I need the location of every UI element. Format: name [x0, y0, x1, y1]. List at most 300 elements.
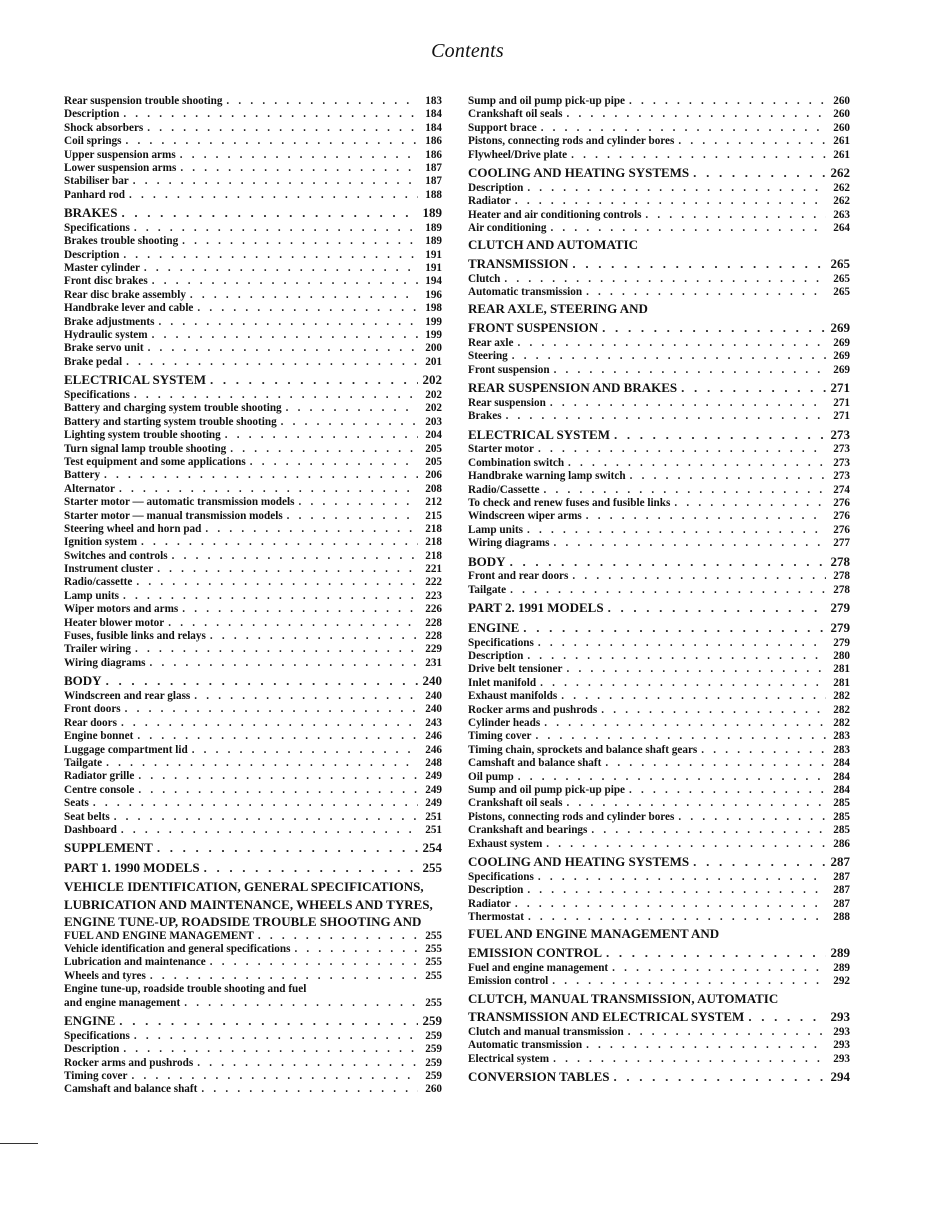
toc-page-number: 183: [425, 94, 442, 107]
toc-entry: [64, 1070, 442, 1083]
toc-entry-label: Air conditioning: [468, 221, 547, 234]
toc-section-heading: [64, 914, 442, 930]
toc-entry-label: Lamp units: [468, 523, 524, 536]
dot-leader: [630, 470, 826, 483]
toc-entry-label: Rear suspension: [468, 396, 546, 409]
toc-page-number: 240: [425, 703, 442, 716]
toc-page-number: 285: [833, 797, 850, 810]
toc-page-number: 276: [833, 510, 850, 523]
toc-page-number: 286: [833, 837, 850, 850]
toc-entry-label: Brakes: [468, 410, 502, 423]
dot-leader: [182, 235, 418, 248]
toc-entry-label: Engine bonnet: [64, 730, 134, 743]
dot-leader: [515, 898, 826, 911]
toc-page-number: 288: [833, 910, 850, 923]
dot-leader: [554, 364, 826, 377]
toc-page-number: 276: [833, 523, 850, 536]
page-title: Contents: [431, 40, 504, 62]
toc-entry-label: Specifications: [64, 389, 130, 401]
toc-entry: [64, 356, 442, 369]
toc-entry: [468, 443, 850, 456]
toc-entry: [468, 690, 850, 703]
dot-leader: [258, 930, 418, 943]
toc-entry-label: Radio/cassette: [64, 576, 133, 589]
toc-entry-label: Brake pedal: [64, 355, 123, 368]
toc-entry: [64, 443, 442, 456]
toc-entry: [64, 289, 442, 302]
toc-entry-label: FUEL AND ENGINE MANAGEMENT AND: [468, 926, 720, 942]
toc-page-number: 281: [833, 676, 850, 689]
dot-leader: [172, 550, 418, 563]
toc-entry: [468, 975, 850, 988]
dot-leader: [197, 302, 418, 315]
dot-leader: [540, 677, 826, 690]
dot-leader: [591, 824, 826, 837]
dot-leader: [180, 149, 418, 162]
dot-leader: [586, 286, 826, 299]
dot-leader: [157, 563, 418, 576]
toc-entry-label: BODY: [64, 673, 102, 689]
toc-entry-label: Steering wheel and horn pad: [64, 522, 202, 535]
toc-entry: [64, 389, 442, 402]
dot-leader: [544, 717, 826, 730]
toc-entry-label: Wheels and tyres: [64, 969, 146, 982]
toc-entry-label: Panhard rod: [64, 188, 126, 201]
dot-leader: [701, 744, 826, 757]
toc-section-heading: [468, 319, 850, 337]
dot-leader: [114, 811, 418, 824]
dot-leader: [602, 319, 826, 337]
toc-page-number: 287: [830, 853, 850, 869]
dot-leader: [201, 1083, 418, 1096]
dot-leader: [106, 757, 418, 770]
toc-entry: [64, 983, 442, 996]
toc-entry-label: Description: [468, 650, 524, 663]
toc-page-number: 255: [422, 860, 442, 876]
toc-entry-label: Heater and air conditioning controls: [468, 208, 642, 221]
toc-entry: [468, 337, 850, 350]
toc-entry: [468, 884, 850, 897]
dot-leader: [554, 537, 826, 550]
toc-entry: [64, 222, 442, 235]
dot-leader: [250, 456, 418, 469]
dot-leader: [645, 209, 826, 222]
toc-entry-label: CLUTCH, MANUAL TRANSMISSION, AUTOMATIC: [468, 990, 779, 1006]
toc-page-number: 265: [833, 272, 850, 285]
toc-entry-label: Flywheel/Drive plate: [468, 148, 568, 161]
toc-entry: [468, 650, 850, 663]
toc-entry-label: Heater blower motor: [64, 616, 165, 629]
dot-leader: [286, 402, 418, 415]
toc-entry: [468, 273, 850, 286]
dot-leader: [572, 255, 826, 273]
toc-section-heading: [64, 204, 442, 222]
toc-entry: [468, 182, 850, 195]
toc-entry-label: Lighting system trouble shooting: [64, 429, 221, 442]
toc-entry-label: Tailgate: [64, 756, 103, 769]
toc-entry-label: Description: [468, 181, 524, 194]
toc-entry: [468, 510, 850, 523]
toc-entry-label: Radiator grille: [64, 770, 135, 783]
toc-page-number: 289: [833, 961, 850, 974]
dot-leader: [184, 997, 418, 1010]
toc-page-number: 265: [830, 255, 850, 271]
dot-leader: [210, 956, 418, 969]
dot-leader: [606, 944, 826, 962]
toc-page-number: 218: [425, 549, 442, 562]
dot-leader: [141, 536, 418, 549]
toc-page-number: 188: [425, 188, 442, 201]
toc-entry: [468, 524, 850, 537]
toc-entry: [468, 771, 850, 784]
toc-entry: [468, 962, 850, 975]
toc-entry-label: Brake adjustments: [64, 315, 155, 328]
dot-leader: [541, 122, 826, 135]
toc-page-number: 269: [833, 363, 850, 376]
toc-page-number: 260: [833, 121, 850, 134]
dot-leader: [119, 1012, 418, 1030]
toc-entry: [64, 95, 442, 108]
toc-page-number: 203: [425, 415, 442, 428]
dot-leader: [134, 1030, 418, 1043]
toc-entry: [64, 784, 442, 797]
toc-page-number: 255: [425, 943, 442, 956]
toc-entry: [64, 797, 442, 810]
toc-entry-label: TRANSMISSION: [468, 255, 569, 271]
dot-leader: [121, 717, 418, 730]
toc-page-number: 228: [425, 630, 442, 643]
toc-right-column: [468, 95, 850, 1086]
toc-page-number: 202: [425, 402, 442, 415]
dot-leader: [553, 1053, 826, 1066]
toc-page-number: 215: [425, 509, 442, 522]
toc-page-number: 278: [833, 570, 850, 583]
dot-leader: [678, 135, 826, 148]
toc-entry-label: Rear suspension trouble shooting: [64, 94, 223, 107]
toc-page-number: 283: [833, 743, 850, 756]
toc-page-number: 261: [833, 148, 850, 161]
toc-entry-label: Camshaft and balance shaft: [64, 1083, 198, 1096]
divider: [0, 1143, 38, 1144]
dot-leader: [504, 273, 826, 286]
toc-entry: [468, 717, 850, 730]
toc-page-number: 204: [425, 429, 442, 442]
toc-entry-label: COOLING AND HEATING SYSTEMS: [468, 164, 690, 180]
toc-page-number: 263: [833, 208, 850, 221]
toc-page-number: 251: [425, 823, 442, 836]
toc-entry: [64, 997, 442, 1010]
toc-page-number: 276: [833, 496, 850, 509]
toc-entry: [64, 1083, 442, 1096]
toc-entry: [64, 316, 442, 329]
toc-entry: [64, 483, 442, 496]
dot-leader: [137, 730, 418, 743]
toc-page-number: 271: [833, 410, 850, 423]
toc-entry-label: Exhaust system: [468, 837, 543, 850]
toc-page-number: 218: [425, 522, 442, 535]
dot-leader: [287, 510, 418, 523]
dot-leader: [586, 510, 826, 523]
toc-entry: [468, 470, 850, 483]
dot-leader: [510, 584, 826, 597]
toc-page-number: 273: [833, 456, 850, 469]
dot-leader: [538, 637, 826, 650]
toc-entry-label: ENGINE TUNE-UP, ROADSIDE TROUBLE SHOOTING AND: [64, 914, 422, 930]
toc-entry: [64, 262, 442, 275]
dot-leader: [586, 1039, 826, 1052]
toc-page-number: 271: [830, 380, 850, 396]
toc-section-heading: [64, 879, 442, 895]
toc-page-number: 196: [425, 288, 442, 301]
dot-leader: [150, 970, 418, 983]
toc-page-number: 277: [833, 537, 850, 550]
toc-page-number: 186: [425, 148, 442, 161]
dot-leader: [230, 443, 418, 456]
dot-leader: [123, 108, 418, 121]
toc-entry: [64, 930, 442, 943]
dot-leader: [528, 911, 826, 924]
toc-page-number: 222: [425, 576, 442, 589]
toc-entry-label: Automatic transmission: [468, 286, 583, 299]
toc-page-number: 259: [425, 1056, 442, 1069]
dot-leader: [138, 784, 418, 797]
toc-entry-label: Timing cover: [468, 730, 532, 743]
dot-leader: [568, 457, 826, 470]
toc-page-number: 243: [425, 716, 442, 729]
toc-entry: [64, 342, 442, 355]
toc-page-number: 260: [425, 1083, 442, 1096]
toc-page-number: 212: [425, 496, 442, 509]
toc-entry: [468, 677, 850, 690]
toc-section-heading: [468, 991, 850, 1007]
toc-entry: [64, 590, 442, 603]
toc-page-number: 184: [425, 108, 442, 121]
toc-page-number: 187: [425, 161, 442, 174]
toc-entry-label: Camshaft and balance shaft: [468, 757, 602, 770]
toc-entry-label: Electrical system: [468, 1052, 550, 1065]
toc-entry: [468, 797, 850, 810]
toc-page-number: 260: [833, 108, 850, 121]
dot-leader: [134, 389, 418, 402]
toc-entry: [468, 664, 850, 677]
toc-entry: [468, 286, 850, 299]
dot-leader: [121, 824, 418, 837]
toc-page-number: 259: [422, 1013, 442, 1029]
dot-leader: [601, 704, 826, 717]
toc-entry: [468, 497, 850, 510]
toc-section-heading: [468, 926, 850, 942]
toc-entry: [64, 302, 442, 315]
toc-entry: [468, 757, 850, 770]
toc-page-number: 240: [425, 690, 442, 702]
toc-page-number: 246: [425, 743, 442, 756]
dot-leader: [628, 1026, 826, 1039]
toc-section-heading: [468, 164, 850, 182]
toc-page-number: 260: [833, 94, 850, 107]
dot-leader: [681, 379, 826, 397]
toc-entry-label: Test equipment and some applications: [64, 455, 246, 468]
dot-leader: [182, 603, 418, 616]
toc-page-number: 259: [425, 1029, 442, 1042]
toc-page-number: 246: [425, 730, 442, 743]
toc-entry-label: REAR SUSPENSION AND BRAKES: [468, 380, 678, 396]
toc-page-number: 287: [833, 870, 850, 883]
dot-leader: [194, 690, 418, 703]
dot-leader: [204, 859, 418, 877]
toc-page-number: 202: [422, 372, 442, 388]
toc-section-heading: [64, 897, 442, 913]
toc-entry-label: Cylinder heads: [468, 717, 541, 730]
dot-leader: [552, 975, 826, 988]
toc-entry-label: EMISSION CONTROL: [468, 944, 602, 960]
toc-entry-label: CLUTCH AND AUTOMATIC: [468, 237, 638, 253]
toc-entry-label: Specifications: [64, 221, 130, 234]
toc-entry: [64, 429, 442, 442]
toc-entry-label: Front and rear doors: [468, 570, 569, 583]
toc-entry-label: Seats: [64, 797, 89, 810]
toc-entry-label: Brake servo unit: [64, 342, 144, 355]
dot-leader: [129, 189, 418, 202]
toc-entry: [64, 1043, 442, 1056]
toc-page-number: 273: [833, 443, 850, 456]
toc-entry-label: Exhaust manifolds: [468, 690, 558, 703]
toc-section-heading: [468, 553, 850, 571]
toc-entry: [64, 603, 442, 616]
toc-page-number: 282: [833, 703, 850, 716]
toc-entry-label: Pistons, connecting rods and cylinder bores: [468, 810, 675, 823]
toc-entry-label: Rocker arms and pushrods: [468, 703, 598, 716]
toc-page-number: 261: [833, 135, 850, 148]
dot-leader: [133, 175, 418, 188]
toc-section-heading: [468, 255, 850, 273]
toc-entry: [468, 149, 850, 162]
toc-entry: [468, 744, 850, 757]
toc-page-number: 255: [425, 956, 442, 969]
toc-page-number: 184: [425, 121, 442, 134]
toc-entry-label: Centre console: [64, 783, 135, 796]
toc-page-number: 200: [425, 342, 442, 355]
toc-entry: [468, 222, 850, 235]
toc-entry-label: Seat belts: [64, 810, 110, 823]
toc-entry-label: Clutch and manual transmission: [468, 1025, 624, 1038]
toc-section-heading: [468, 853, 850, 871]
toc-entry-label: ELECTRICAL SYSTEM: [468, 426, 610, 442]
dot-leader: [123, 590, 418, 603]
toc-entry: [64, 149, 442, 162]
toc-entry-label: Rear disc brake assembly: [64, 288, 186, 301]
dot-leader: [550, 222, 826, 235]
toc-entry-label: LUBRICATION AND MAINTENANCE, WHEELS AND TYRES,: [64, 896, 433, 912]
toc-entry-label: Vehicle identification and general specifications: [64, 943, 291, 956]
toc-entry: [64, 550, 442, 563]
dot-leader: [605, 757, 826, 770]
toc-entry: [468, 838, 850, 851]
toc-page-number: 229: [425, 643, 442, 656]
toc-entry: [64, 730, 442, 743]
toc-entry: [468, 911, 850, 924]
dot-leader: [125, 703, 418, 716]
toc-page-number: 293: [833, 1052, 850, 1065]
toc-entry-label: Wiper motors and arms: [64, 603, 179, 616]
dot-leader: [536, 730, 827, 743]
toc-entry-label: Stabiliser bar: [64, 175, 129, 188]
toc-entry: [468, 135, 850, 148]
dot-leader: [147, 122, 418, 135]
dot-leader: [93, 797, 418, 810]
toc-section-heading: [64, 371, 442, 389]
toc-page-number: 191: [425, 262, 442, 275]
dot-leader: [134, 222, 418, 235]
dot-leader: [561, 690, 826, 703]
toc-page-number: 208: [425, 482, 442, 495]
dot-leader: [674, 497, 826, 510]
dot-leader: [126, 135, 418, 148]
toc-entry: [64, 717, 442, 730]
toc-entry-label: Support brace: [468, 121, 537, 134]
dot-leader: [123, 1043, 418, 1056]
dot-leader: [138, 770, 418, 783]
toc-entry: [64, 1030, 442, 1043]
toc-section-heading: [468, 379, 850, 397]
dot-leader: [550, 397, 826, 410]
toc-entry: [64, 275, 442, 288]
toc-page-number: 265: [833, 286, 850, 299]
dot-leader: [148, 342, 418, 355]
toc-section-heading: [468, 426, 850, 444]
dot-leader: [571, 149, 826, 162]
toc-entry-label: and engine management: [64, 996, 181, 1009]
dot-leader: [613, 1068, 826, 1086]
toc-entry-label: Inlet manifold: [468, 676, 537, 689]
toc-page-number: 205: [425, 442, 442, 455]
toc-page-number: 284: [833, 784, 850, 796]
toc-entry: [468, 195, 850, 208]
toc-entry-label: Combination switch: [468, 456, 565, 469]
dot-leader: [506, 410, 826, 423]
dot-leader: [197, 1057, 418, 1070]
toc-entry-label: Front disc brakes: [64, 275, 148, 288]
toc-page-number: 259: [425, 1069, 442, 1082]
toc-entry: [468, 570, 850, 583]
toc-entry: [468, 95, 850, 108]
toc-entry-label: Drive belt tensioner: [468, 663, 563, 676]
toc-entry-label: Radio/Cassette: [468, 483, 540, 496]
dot-leader: [104, 469, 418, 482]
toc-page-number: 259: [425, 1043, 442, 1056]
toc-entry-label: Emission control: [468, 975, 549, 988]
toc-section-heading: [64, 859, 442, 877]
dot-leader: [119, 483, 418, 496]
dot-leader: [158, 316, 418, 329]
toc-entry-label: PART 1. 1990 MODELS: [64, 860, 200, 876]
toc-page-number: 274: [833, 483, 850, 496]
dot-leader: [190, 289, 418, 302]
dot-leader: [126, 356, 418, 369]
toc-page-number: 273: [830, 426, 850, 442]
toc-section-heading: [468, 1068, 850, 1086]
toc-left-column: [64, 95, 442, 1097]
toc-page-number: 226: [425, 603, 442, 616]
toc-entry-label: Description: [64, 248, 120, 261]
toc-entry: [64, 744, 442, 757]
toc-entry-label: Timing chain, sprockets and balance shaft gears: [468, 743, 698, 756]
toc-page-number: 249: [425, 797, 442, 810]
toc-entry-label: Starter motor — manual transmission models: [64, 509, 283, 522]
toc-page-number: 240: [422, 673, 442, 689]
dot-leader: [566, 797, 826, 810]
toc-entry-label: Wiring diagrams: [64, 656, 146, 669]
toc-entry-label: Steering: [468, 350, 508, 363]
